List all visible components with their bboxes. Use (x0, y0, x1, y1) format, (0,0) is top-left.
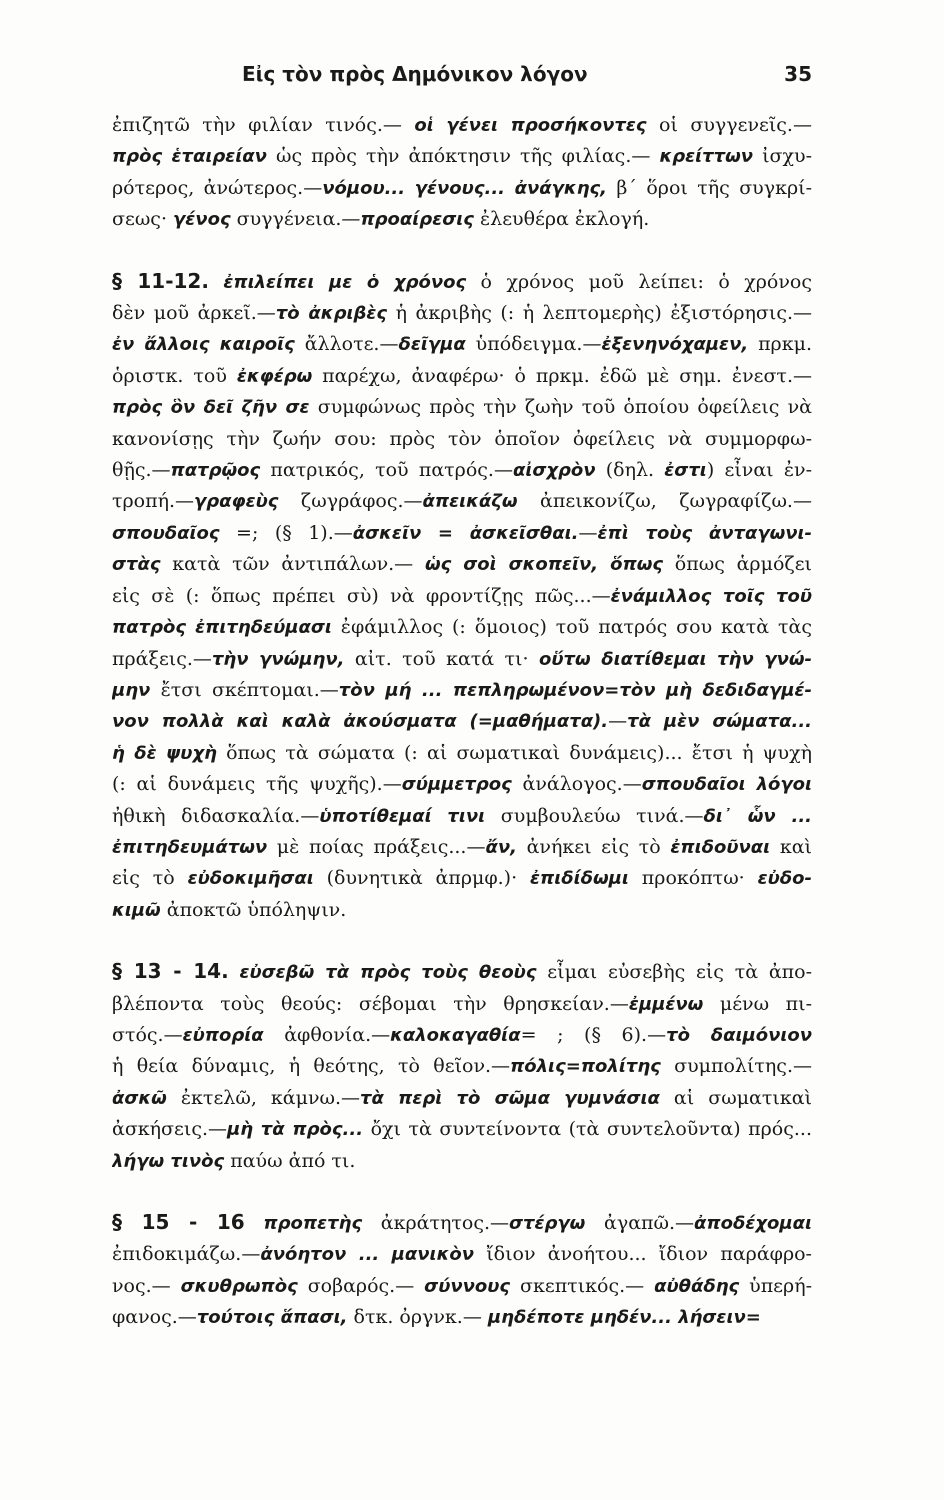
text-line: ἀσκήσεις.—μὴ τὰ πρὸς... ὄχι τὰ συντείνοντα (τὰ συντελοῦντα) πρός... (112, 1118, 812, 1141)
text-line: ἐπιτηδευμάτων μὲ ποίας πράξεις...—ἄν, ἀνήκει εἰς τὸ ἐπιδοῦναι καὶ (112, 835, 812, 858)
lemma-term: πόλις=πολίτης (510, 1056, 661, 1078)
text-line: ἡ θεία δύναμις, ἡ θεότης, τὸ θεῖον.—πόλις=πολίτης συμπολίτης.— (112, 1055, 812, 1078)
lemma-term: γένος (173, 209, 231, 231)
text-line: κιμῶ ἀποκτῶ ὑπόληψιν. (112, 898, 347, 921)
lemma-term: ὡς σοὶ σκοπεῖν, ὅπως (424, 554, 664, 576)
lemma-term: δι᾿ ὧν ... (703, 805, 812, 827)
lemma-term: πρὸς ὃν δεῖ ζῆν σε (112, 397, 310, 419)
lemma-term: εὐδοκιμῆσαι (187, 868, 314, 890)
text-line: νος.— σκυθρωπὸς σοβαρός.— σύννους σκεπτικός.— αὐθάδης ὑπερή- (112, 1274, 812, 1297)
text-line: ὁριστκ. τοῦ ἐκφέρω παρέχω, ἀναφέρω· ὁ πρκμ. ἐδῶ μὲ σημ. ἐνεστ.— (112, 364, 812, 387)
lemma-term: πατρῷος (170, 460, 261, 482)
text-line: πράξεις.—τὴν γνώμην, αἰτ. τοῦ κατά τι· οὕτω διατίθεμαι τὴν γνώ- (112, 647, 812, 670)
lemma-term: εὐδο- (757, 868, 812, 890)
lemma-term: μηδέποτε μηδέν... λήσειν= (487, 1307, 761, 1329)
lemma-term: ἐνάμιλλος τοῖς τοῦ (610, 585, 812, 607)
lemma-term: ἐν ἄλλοις καιροῖς (112, 334, 295, 356)
lemma-term: τὴν γνώμην, (211, 648, 345, 670)
lemma-term: δεῖγμα (398, 334, 466, 356)
lemma-term: μην (112, 679, 151, 701)
text-line: πρὸς ἑταιρείαν ὡς πρὸς τὴν ἀπόκτησιν τῆς φιλίας.— κρείττων ἰσχυ- (112, 145, 812, 168)
lemma-term: ἀπεικάζω (422, 491, 518, 513)
text-line: δὲν μοῦ ἀρκεῖ.—τὸ ἀκριβὲς ἡ ἀκριβὴς (: ἡ λεπτομερὴς) ἐξιστόρησις.— (112, 302, 812, 325)
text-line: βλέποντα τοὺς θεούς: σέβομαι τὴν θρησκείαν.—ἐμμένω μένω πι- (112, 992, 812, 1015)
lemma-term: σπουδαῖοι λόγοι (641, 774, 812, 796)
lemma-term: νόμου... γένους... ἀνάγκης, (322, 177, 608, 199)
lemma-term: σπουδαῖος (112, 522, 220, 544)
lemma-term: σύμμετρος (401, 774, 512, 796)
lemma-term: ἐξενηνόχαμεν, (601, 334, 749, 356)
lemma-term: ἀσκῶ (112, 1087, 167, 1109)
lemma-term: λήγω τινὸς (112, 1150, 225, 1172)
lemma-term: στέργω (509, 1213, 586, 1234)
lemma-term: νον πολλὰ καὶ καλὰ ἀκούσματα (=μαθήματα). (112, 711, 609, 733)
lemma-term: τὸν μή ... πεπληρωμένον=τὸν μὴ δεδιδαγμέ- (338, 679, 812, 701)
lemma-term: τὰ περὶ τὸ σῶμα γυμνάσια (360, 1087, 660, 1109)
text-line: πατρὸς ἐπιτηδεύμασι ἐφάμιλλος (: ὅμοιος) τοῦ πατρός σου κατὰ τὰς (112, 616, 812, 639)
text-line: § 11-12. ἐπιλείπει με ὁ χρόνος ὁ χρόνος μοῦ λείπει: ὁ χρόνος (112, 268, 812, 293)
text-line: πρὸς ὃν δεῖ ζῆν σε συμφώνως πρὸς τὴν ζωὴν τοῦ ὁποίου ὀφείλεις νὰ (112, 396, 812, 419)
section-marker: § 11-12. (112, 268, 209, 293)
lemma-term: ὑποτίθεμαί τινι (319, 805, 486, 827)
lemma-term: ἄν, (485, 836, 517, 858)
text-line: στός.—εὐπορία ἀφθονία.—καλοκαγαθία= ; (§ 6).—τὸ δαιμόνιον (112, 1023, 812, 1046)
lemma-term: ἐμμένω (628, 993, 704, 1015)
paragraph-gap (112, 236, 812, 266)
lemma-term: τούτοις ἅπασι, (196, 1307, 348, 1329)
text-line: νον πολλὰ καὶ καλὰ ἀκούσματα (=μαθήματα).—τὰ μὲν σώματα... (112, 710, 812, 733)
text-line: θῇς.—πατρῷος πατρικός, τοῦ πατρός.—αἰσχρὸν (δηλ. ἐστι) εἶναι ἐν- (112, 459, 812, 482)
text-line: ἠθικὴ διδασκαλία.—ὑποτίθεμαί τινι συμβουλεύω τινά.—δι᾿ ὧν ... (112, 804, 812, 827)
lemma-term: ἐπιλείπει με ὁ χρόνος (223, 271, 467, 293)
lemma-term: σύννους (424, 1275, 511, 1297)
text-line: ἐν ἄλλοις καιροῖς ἄλλοτε.—δεῖγμα ὑπόδειγμα.—ἐξενηνόχαμεν, πρκμ. (112, 333, 812, 356)
lemma-term: ἐπὶ τοὺς ἀνταγωνι- (597, 522, 812, 544)
lemma-term: τὸ δαιμόνιον (666, 1024, 812, 1046)
lemma-term: πατρὸς ἐπιτηδεύμασι (112, 617, 332, 639)
lemma-term: γραφεὺς (194, 491, 279, 513)
text-line: στὰς κατὰ τῶν ἀντιπάλων.— ὡς σοὶ σκοπεῖν, ὅπως ὅπως ἁρμόζει (112, 553, 812, 576)
lemma-term: τὰ μὲν σώματα... (627, 711, 812, 733)
text-line: τροπή.—γραφεὺς ζωγράφος.—ἀπεικάζω ἀπεικονίζω, ζωγραφίζω.— (112, 490, 812, 513)
lemma-term: ἐπιδοῦναι (670, 836, 771, 858)
lemma-term: ἐπιδίδωμι (530, 868, 629, 890)
text-line: § 15 - 16 προπετὴς ἀκράτητος.—στέργω ἀγαπῶ.—ἀποδέχομαι (112, 1210, 812, 1234)
lemma-term: προπετὴς (263, 1213, 363, 1234)
text-line: ρότερος, ἀνώτερος.—νόμου... γένους... ἀνάγκης, β΄ ὅροι τῆς συγκρί- (112, 176, 812, 199)
lemma-term: εὐπορία (182, 1024, 264, 1046)
text-line: μην ἔτσι σκέπτομαι.—τὸν μή ... πεπληρωμένον=τὸν μὴ δεδιδαγμέ- (112, 678, 812, 701)
lemma-term: σκυθρωπὸς (180, 1275, 298, 1297)
paragraph-gap (112, 1177, 812, 1207)
lemma-term: στὰς (112, 554, 161, 576)
text-line: ἡ δὲ ψυχὴ ὅπως τὰ σώματα (: αἱ σωματικαὶ δυνάμεις)... ἔτσι ἡ ψυχὴ (112, 741, 812, 764)
lemma-term: οὕτω διατίθεμαι τὴν γνώ- (538, 648, 812, 670)
text-line: φανος.—τούτοις ἅπασι, δτκ. ὀργνκ.— μηδέποτε μηδέν... λήσειν= (112, 1306, 761, 1329)
lemma-term: ἀνόητον ... μανικὸν (260, 1244, 474, 1266)
paragraph-gap (112, 926, 812, 956)
text-line: σεως· γένος συγγένεια.—προαίρεσις ἐλευθέρα ἐκλογή. (112, 208, 650, 231)
lemma-term: ἐστι (664, 460, 707, 482)
lemma-term: πρὸς ἑταιρείαν (112, 146, 267, 168)
text-line: ἐπιδοκιμάζω.—ἀνόητον ... μανικὸν ἴδιον ἀνοήτου... ἴδιον παράφρο- (112, 1243, 812, 1266)
lemma-term: κρείττων (659, 146, 754, 168)
lemma-term: καλοκαγαθία (390, 1024, 521, 1046)
section-marker: § 15 - 16 (112, 1210, 245, 1234)
header-title: Εἰς τὸν πρὸς Δημόνικον λόγον (242, 62, 588, 86)
text-line: § 13 - 14. εὐσεβῶ τὰ πρὸς τοὺς θεοὺς εἶμαι εὐσεβὴς εἰς τὰ ἀπο- (112, 959, 812, 984)
section-marker: § 13 - 14. (112, 959, 229, 984)
lemma-term: κιμῶ (112, 899, 161, 921)
text-line: λήγω τινὸς παύω ἀπό τι. (112, 1149, 356, 1172)
lemma-term: ἐκφέρω (236, 365, 313, 387)
text-line: εἰς τὸ εὐδοκιμῆσαι (δυνητικὰ ἀπρμφ.)· ἐπιδίδωμι προκόπτω· εὐδο- (112, 867, 812, 890)
lemma-term: εὐσεβῶ τὰ πρὸς τοὺς θεοὺς (239, 962, 537, 984)
lemma-term: αὐθάδης (654, 1275, 740, 1297)
text-line: ἀσκῶ ἐκτελῶ, κάμνω.—τὰ περὶ τὸ σῶμα γυμνάσια αἱ σωματικαὶ (112, 1086, 812, 1109)
lemma-term: ἐπιτηδευμάτων (112, 836, 268, 858)
text-line: εἰς σὲ (: ὅπως πρέπει σὺ) νὰ φροντίζῃς πῶς...—ἐνάμιλλος τοῖς τοῦ (112, 584, 812, 607)
lemma-term: μὴ τὰ πρὸς... (227, 1119, 364, 1141)
lemma-term: προαίρεσις (360, 209, 474, 231)
lemma-term: ἡ δὲ ψυχὴ (112, 742, 217, 764)
lemma-term: οἱ γένει προσήκοντες (414, 115, 647, 136)
text-line: κανονίσῃς τὴν ζωήν σου: πρὸς τὸν ὁποῖον ὀφείλεις νὰ συμμορφω- (112, 427, 812, 450)
lemma-term: τὸ ἀκριβὲς (275, 303, 388, 325)
text-line: σπουδαῖος =; (§ 1).—ἀσκεῖν = ἀσκεῖσθαι.—ἐπὶ τοὺς ἀνταγωνι- (112, 521, 812, 544)
text-line: (: αἱ δυνάμεις τῆς ψυχῆς).—σύμμετρος ἀνάλογος.—σπουδαῖοι λόγοι (112, 773, 812, 796)
lemma-term: ἀποδέχομαι (694, 1213, 812, 1234)
commentary-text (112, 110, 812, 1334)
lemma-term: αἰσχρὸν (512, 460, 596, 482)
page-number: 35 (784, 62, 812, 86)
text-line: ἐπιζητῶ τὴν φιλίαν τινός.— οἱ γένει προσήκοντες οἱ συγγενεῖς.— (112, 114, 812, 136)
lemma-term: ἀσκεῖν = ἀσκεῖσθαι. (352, 522, 579, 544)
